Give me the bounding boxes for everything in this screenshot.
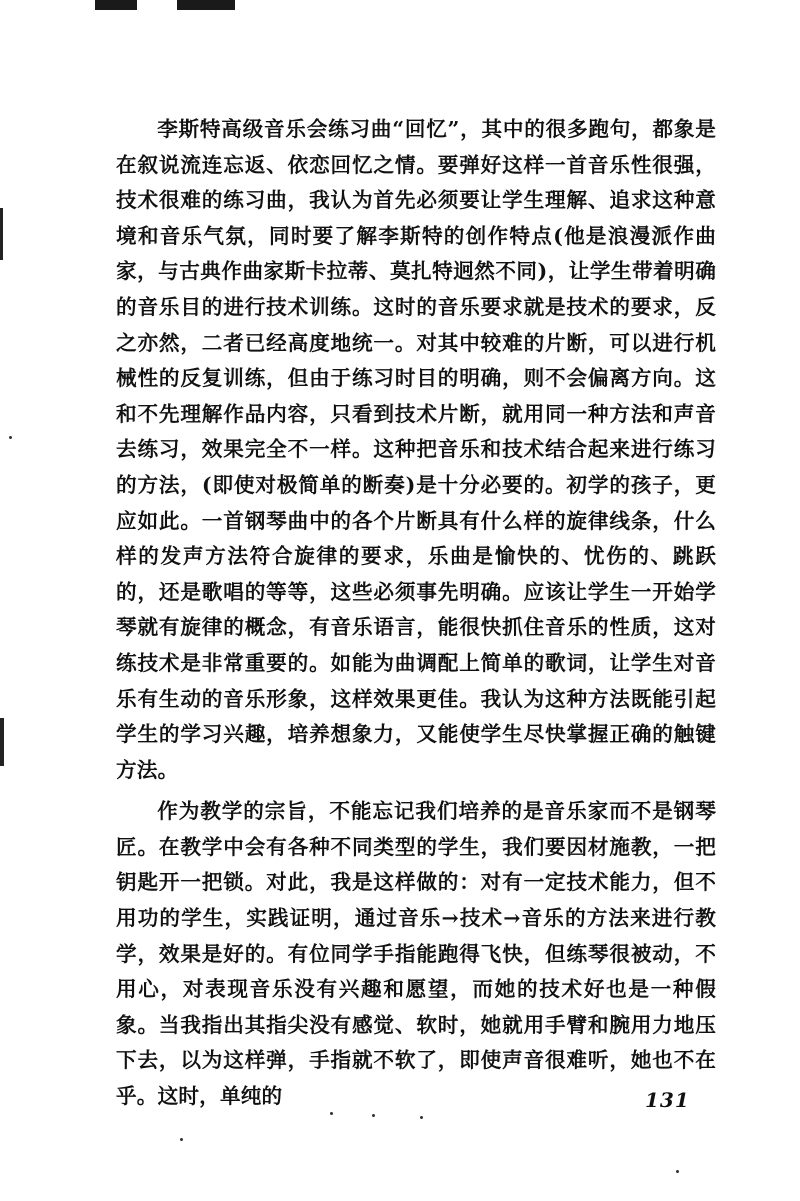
scan-speck (9, 436, 12, 439)
paragraph: 李斯特高级音乐会练习曲“回忆”，其中的很多跑句，都象是在叙说流连忘返、依恋回忆之情。要弹好这样一首音乐性很强，技术很难的练习曲，我认为首先必须要让学生理解、追求这种意境和音乐气氛，同时要了解李斯特的创作特点(他是浪漫派作曲家，与古典作曲家斯卡拉蒂、莫扎特迥然不同)，让学生带着明确的音乐目的进行技术训练。这时的音乐要求就是技术的要求，反之亦然，二者已经高度地统一。对其中较难的片断，可以进行机械性的反复训练，但由于练习时目的明确，则不会偏离方向。这和不先理解作品内容，只看到技术片断，就用同一种方法和声音去练习，效果完全不一样。这种把音乐和技术结合起来进行练习的方法，(即使对极简单的断奏)是十分必要的。初学的孩子，更应如此。一首钢琴曲中的各个片断具有什么样的旋律线条，什么样的发声方法符合旋律的要求，乐曲是愉快的、忧伤的、跳跃的，还是歌唱的等等，这些必须事先明确。应该让学生一开始学琴就有旋律的概念，有音乐语言，能很快抓住音乐的性质，这对练技术是非常重要的。如能为曲调配上简单的歌词，让学生对音乐有生动的音乐形象，这样效果更佳。我认为这种方法既能引起学生的学习兴趣，培养想象力，又能使学生尽快掌握正确的触键方法。 (116, 117, 716, 782)
scan-mark (95, 0, 137, 10)
scan-speck (676, 1170, 679, 1173)
scan-speck (420, 1116, 423, 1119)
body-text (116, 112, 716, 1115)
page-number: 131 (645, 1088, 690, 1112)
scan-edge-mark (0, 208, 3, 260)
scan-edge-mark (0, 718, 4, 766)
paragraph: 作为教学的宗旨，不能忘记我们培养的是音乐家而不是钢琴匠。在教学中会有各种不同类型的学生，我们要因材施教，一把钥匙开一把锁。对此，我是这样做的：对有一定技术能力，但不用功的学生，实践证明，通过音乐→技术→音乐的方法来进行教学，效果是好的。有位同学手指能跑得飞快，但练琴很被动，不用心，对表现音乐没有兴趣和愿望，而她的技术好也是一种假象。当我指出其指尖没有感觉、软时，她就用手臂和腕用力地压下去，以为这样弹，手指就不软了，即使声音很难听，她也不在乎。这时，单纯的 (116, 799, 716, 1109)
scan-top-marks (95, 0, 245, 12)
scan-speck (180, 1138, 183, 1141)
scan-mark (177, 0, 235, 10)
